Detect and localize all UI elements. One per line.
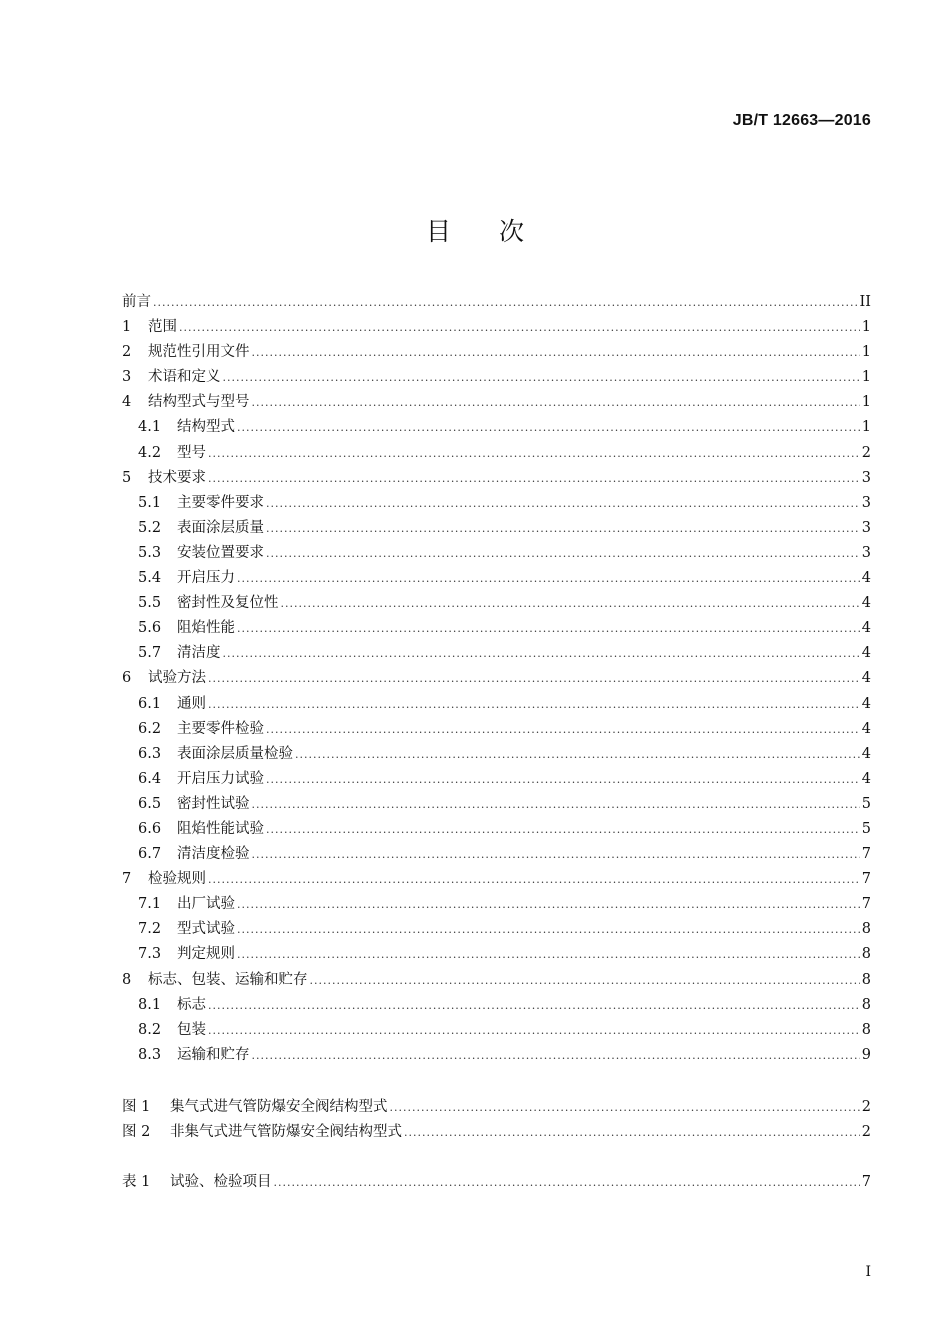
toc-entry[interactable] <box>122 867 871 892</box>
toc-entry-label: 标志 <box>177 996 206 1013</box>
toc-entry[interactable] <box>122 993 871 1018</box>
toc-entry[interactable] <box>122 792 871 817</box>
toc-entry-number: 7.1 <box>138 896 162 913</box>
toc-entry-number: 5.6 <box>138 620 162 637</box>
toc-entry-page: 4 <box>861 695 871 712</box>
toc-entry-label: 试验、检验项目 <box>170 1174 272 1190</box>
toc-entry-number: 6.1 <box>138 695 162 712</box>
toc-entry-page: II <box>859 294 871 310</box>
toc-entry[interactable] <box>122 942 871 967</box>
toc-entry-label: 出厂试验 <box>177 896 235 913</box>
toc-leader-dots <box>390 1095 860 1120</box>
toc-entry-number: 图 2 <box>122 1124 151 1141</box>
toc-entry[interactable] <box>122 717 871 742</box>
toc-entry-number: 表 1 <box>122 1174 151 1190</box>
toc-leader-dots <box>208 867 860 892</box>
toc-leader-dots <box>179 315 860 340</box>
toc-entry-number: 6.5 <box>138 795 162 812</box>
toc-leader-dots <box>237 616 860 641</box>
toc-entry-number: 3 <box>122 369 132 386</box>
toc-leader-dots <box>310 968 860 993</box>
toc-entry-page: 3 <box>861 519 871 536</box>
toc-entry-label: 主要零件检验 <box>177 720 264 737</box>
toc-entry-page: 7 <box>861 871 871 888</box>
toc-entry[interactable] <box>122 315 871 340</box>
toc-entry-number: 4.1 <box>138 419 162 436</box>
toc-entry-page: 4 <box>861 770 871 787</box>
toc-leader-dots <box>153 290 858 315</box>
toc-entry-page: 3 <box>861 544 871 561</box>
toc-leader-dots <box>266 516 860 541</box>
toc-leader-dots <box>281 591 860 616</box>
toc-entry-label: 主要零件要求 <box>177 494 264 511</box>
toc-leader-dots <box>266 541 860 566</box>
toc-entry-page: 8 <box>861 996 871 1013</box>
toc-entry-page: 1 <box>861 369 871 386</box>
toc-entry-page: 4 <box>861 595 871 612</box>
toc-entry-page: 9 <box>861 1046 871 1063</box>
toc-leader-dots <box>208 993 860 1018</box>
toc-entry-label: 范围 <box>148 319 177 336</box>
toc-entry-number: 6 <box>122 670 132 687</box>
toc-leader-dots <box>252 390 860 415</box>
toc-list <box>122 290 871 1068</box>
toc-entry-listing[interactable] <box>122 1170 871 1195</box>
toc-entry-page: 4 <box>861 670 871 687</box>
toc-entry-label: 开启压力试验 <box>177 770 264 787</box>
toc-entry[interactable] <box>122 541 871 566</box>
toc-entry-number: 6.7 <box>138 846 162 863</box>
toc-entry-page: 4 <box>861 570 871 587</box>
toc-entry-page: 1 <box>861 319 871 336</box>
page-number: I <box>865 1264 871 1280</box>
toc-entry[interactable] <box>122 566 871 591</box>
toc-entry-label: 运输和贮存 <box>177 1046 250 1063</box>
toc-entry-label: 标志、包装、运输和贮存 <box>148 971 308 988</box>
toc-entry-number: 6.6 <box>138 820 162 837</box>
page-title <box>0 212 950 248</box>
toc-leader-dots <box>266 817 860 842</box>
toc-leader-dots <box>266 767 860 792</box>
toc-leader-dots <box>223 365 860 390</box>
toc-entry[interactable] <box>122 1043 871 1068</box>
toc-entry-label: 结构型式与型号 <box>148 394 250 411</box>
toc-entry-page: 7 <box>861 896 871 913</box>
toc-entry-number: 7 <box>122 871 132 888</box>
toc-entry-page: 5 <box>861 820 871 837</box>
toc-entry[interactable] <box>122 842 871 867</box>
toc-leader-dots <box>252 340 860 365</box>
toc-entry-number: 4.2 <box>138 444 162 461</box>
toc-entry-label: 密封性及复位性 <box>177 595 279 612</box>
toc-entry[interactable] <box>122 817 871 842</box>
toc-leader-dots <box>237 942 860 967</box>
toc-entry-page: 5 <box>861 795 871 812</box>
toc-entry[interactable] <box>122 892 871 917</box>
toc-leader-dots <box>208 692 860 717</box>
toc-entry-number: 2 <box>122 344 132 361</box>
toc-leader-dots <box>208 466 860 491</box>
toc-entry-page: 8 <box>861 1021 871 1038</box>
toc-entry[interactable] <box>122 742 871 767</box>
toc-entry-page: 4 <box>861 720 871 737</box>
toc-entry-page: 7 <box>861 1174 871 1190</box>
toc-leader-dots <box>252 842 860 867</box>
toc-entry[interactable] <box>122 365 871 390</box>
toc-entry-label: 清洁度检验 <box>177 846 250 863</box>
toc-entry[interactable] <box>122 290 871 315</box>
toc-leader-dots <box>208 1018 860 1043</box>
toc-entry[interactable] <box>122 767 871 792</box>
toc-leader-dots <box>208 441 860 466</box>
toc-entry-label: 表面涂层质量检验 <box>177 745 293 762</box>
toc-entry-page: 8 <box>861 971 871 988</box>
toc-leader-dots <box>252 1043 860 1068</box>
toc-leader-dots <box>237 892 860 917</box>
toc-entry-number: 5.3 <box>138 544 162 561</box>
toc-leader-dots <box>208 666 860 691</box>
toc-entry-label: 结构型式 <box>177 419 235 436</box>
toc-entry-label: 型式试验 <box>177 921 235 938</box>
toc-entry[interactable] <box>122 692 871 717</box>
toc-entry[interactable] <box>122 390 871 415</box>
toc-entry[interactable] <box>122 415 871 440</box>
toc-entry[interactable] <box>122 466 871 491</box>
toc-entry[interactable] <box>122 917 871 942</box>
toc-entry-page: 3 <box>861 494 871 511</box>
toc-entry-label: 开启压力 <box>177 570 235 587</box>
toc-entry[interactable] <box>122 1018 871 1043</box>
title-char-2: 次 <box>499 217 525 246</box>
toc-leader-dots <box>404 1120 860 1145</box>
toc-entry-label: 术语和定义 <box>148 369 221 386</box>
title-char-1: 目 <box>425 217 451 246</box>
toc-entry[interactable] <box>122 641 871 666</box>
toc-entry-label: 密封性试验 <box>177 795 250 812</box>
toc-entry-page: 7 <box>861 846 871 863</box>
toc-entry-label: 试验方法 <box>148 670 206 687</box>
toc-entry-number: 6.2 <box>138 720 162 737</box>
toc-entry-page: 2 <box>861 1124 871 1141</box>
toc-entry-label: 前言 <box>122 294 151 310</box>
toc-entry-number: 8.3 <box>138 1046 162 1063</box>
table-list <box>122 1170 871 1195</box>
toc-entry-number: 7.2 <box>138 921 162 938</box>
toc-entry-number: 8.1 <box>138 996 162 1013</box>
toc-leader-dots <box>252 792 860 817</box>
toc-entry[interactable] <box>122 616 871 641</box>
toc-entry-label: 清洁度 <box>177 645 221 662</box>
toc-entry[interactable] <box>122 441 871 466</box>
toc-entry-page: 8 <box>861 946 871 963</box>
toc-leader-dots <box>266 717 860 742</box>
toc-entry-number: 1 <box>122 319 132 336</box>
toc-entry[interactable] <box>122 516 871 541</box>
toc-entry-page: 2 <box>861 444 871 461</box>
toc-entry-label: 阻焰性能 <box>177 620 235 637</box>
toc-entry-page: 4 <box>861 745 871 762</box>
toc-entry-number: 5.1 <box>138 494 162 511</box>
toc-entry-label: 判定规则 <box>177 946 235 963</box>
toc-entry-page: 1 <box>861 419 871 436</box>
figure-list <box>122 1095 871 1145</box>
toc-entry-label: 通则 <box>177 695 206 712</box>
toc-entry-listing[interactable] <box>122 1120 871 1145</box>
toc-leader-dots <box>237 566 860 591</box>
toc-entry-page: 4 <box>861 645 871 662</box>
toc-entry-label: 检验规则 <box>148 871 206 888</box>
toc-entry-number: 8 <box>122 971 132 988</box>
toc-entry-page: 1 <box>861 394 871 411</box>
toc-leader-dots <box>237 917 860 942</box>
toc-entry-number: 6.4 <box>138 770 162 787</box>
toc-entry-label: 技术要求 <box>148 469 206 486</box>
toc-entry-number: 6.3 <box>138 745 162 762</box>
toc-entry-label: 规范性引用文件 <box>148 344 250 361</box>
toc-leader-dots <box>274 1170 860 1195</box>
toc-entry[interactable] <box>122 340 871 365</box>
toc-leader-dots <box>237 415 860 440</box>
toc-entry[interactable] <box>122 491 871 516</box>
toc-entry-page: 1 <box>861 344 871 361</box>
toc-entry[interactable] <box>122 968 871 993</box>
toc-entry-label: 安装位置要求 <box>177 544 264 561</box>
toc-entry-number: 8.2 <box>138 1021 162 1038</box>
toc-entry-number: 图 1 <box>122 1099 151 1115</box>
toc-leader-dots <box>295 742 860 767</box>
toc-entry-number: 5.7 <box>138 645 162 662</box>
toc-entry[interactable] <box>122 666 871 691</box>
toc-entry-page: 8 <box>861 921 871 938</box>
toc-entry-listing[interactable] <box>122 1095 871 1120</box>
toc-entry-page: 4 <box>861 620 871 637</box>
toc-entry-label: 包装 <box>177 1021 206 1038</box>
toc-entry-label: 表面涂层质量 <box>177 519 264 536</box>
toc-leader-dots <box>266 491 860 516</box>
toc-entry-number: 5.5 <box>138 595 162 612</box>
toc-entry-label: 集气式进气管防爆安全阀结构型式 <box>170 1099 388 1115</box>
toc-entry-number: 5.2 <box>138 519 162 536</box>
toc-entry-number: 5 <box>122 469 132 486</box>
toc-entry-number: 7.3 <box>138 946 162 963</box>
toc-entry-page: 2 <box>861 1099 871 1115</box>
toc-entry-page: 3 <box>861 469 871 486</box>
toc-entry[interactable] <box>122 591 871 616</box>
standard-code: JB/T 12663—2016 <box>732 112 871 129</box>
toc-entry-label: 阻焰性能试验 <box>177 820 264 837</box>
toc-entry-label: 非集气式进气管防爆安全阀结构型式 <box>170 1124 402 1141</box>
toc-entry-number: 4 <box>122 394 132 411</box>
toc-leader-dots <box>223 641 860 666</box>
toc-entry-number: 5.4 <box>138 570 162 587</box>
toc-entry-label: 型号 <box>177 444 206 461</box>
